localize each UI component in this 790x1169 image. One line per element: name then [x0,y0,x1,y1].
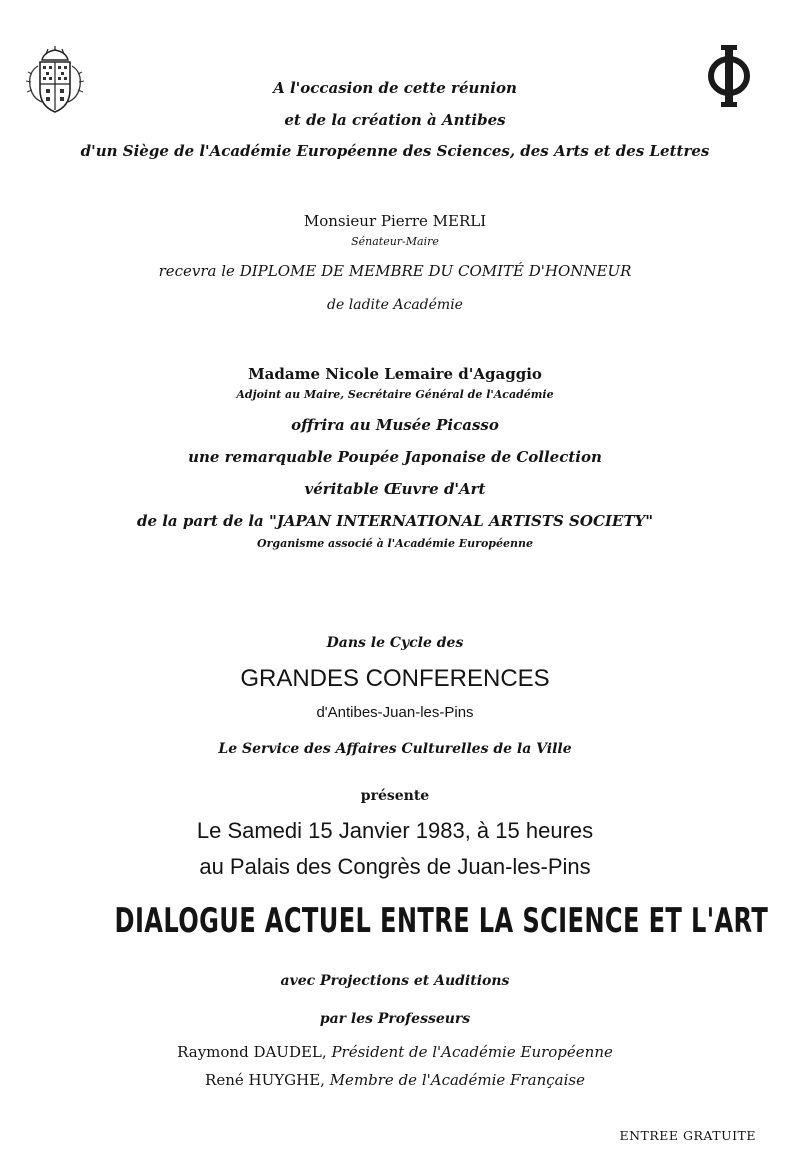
header-line-2: et de la création à Antibes [284,111,506,129]
date-line: Le Samedi 15 Janvier 1983, à 15 heures [196,818,594,843]
lemaire-title: Adjoint au Maire, Secrétaire Général de l'Académie [236,388,554,401]
header-line-3: d'un Siège de l'Académie Européenne des Sciences, des Arts et des Lettres [80,142,710,160]
merli-academie: de ladite Académie [327,297,463,313]
daudel-name: Raymond DAUDEL, [177,1043,327,1061]
conference-lieu: d'Antibes-Juan-les-Pins [316,704,474,721]
palais-line: au Palais des Congrès de Juan-les-Pins [199,854,591,879]
merli-name: Monsieur Pierre MERLI [303,212,487,230]
conference-title: DIALOGUE ACTUEL ENTRE LA SCIENCE ET L'ART [114,901,769,941]
lemaire-line-5: Organisme associé à l'Académie Européenne [257,537,533,550]
huyghe-role: Membre de l'Académie Française [329,1071,585,1089]
lemaire-line-2: une remarquable Poupée Japonaise de Collection [188,448,602,466]
grandes-conferences: GRANDES CONFERENCES [240,665,550,692]
projections-line: avec Projections et Auditions [280,973,510,989]
huyghe-line [0,1073,790,1088]
lemaire-line-1: offrira au Musée Picasso [291,416,499,434]
lemaire-line-4: de la part de la "JAPAN INTERNATIONAL ARTISTS SOCIETY" [136,512,654,530]
huyghe-name: René HUYGHE, [205,1071,325,1089]
lemaire-line-3: véritable Œuvre d'Art [304,480,486,498]
lemaire-name: Madame Nicole Lemaire d'Agaggio [248,365,542,383]
daudel-role: Président de l'Académie Européenne [331,1043,613,1061]
cycle-line: Dans le Cycle des [326,635,464,651]
phi-symbol-icon [706,44,752,108]
header-line-1: A l'occasion de cette réunion [273,79,517,97]
service-line: Le Service des Affaires Culturelles de la Ville [218,741,572,757]
par-line: par les Professeurs [319,1011,471,1027]
presente-line: présente [360,788,430,804]
merli-title: Sénateur-Maire [351,235,439,248]
daudel-line [0,1045,790,1060]
merli-recevra: recevra le DIPLOME DE MEMBRE DU COMITÉ D'HONNEUR [158,262,632,280]
entree-gratuite: ENTREE GRATUITE [619,1128,756,1143]
